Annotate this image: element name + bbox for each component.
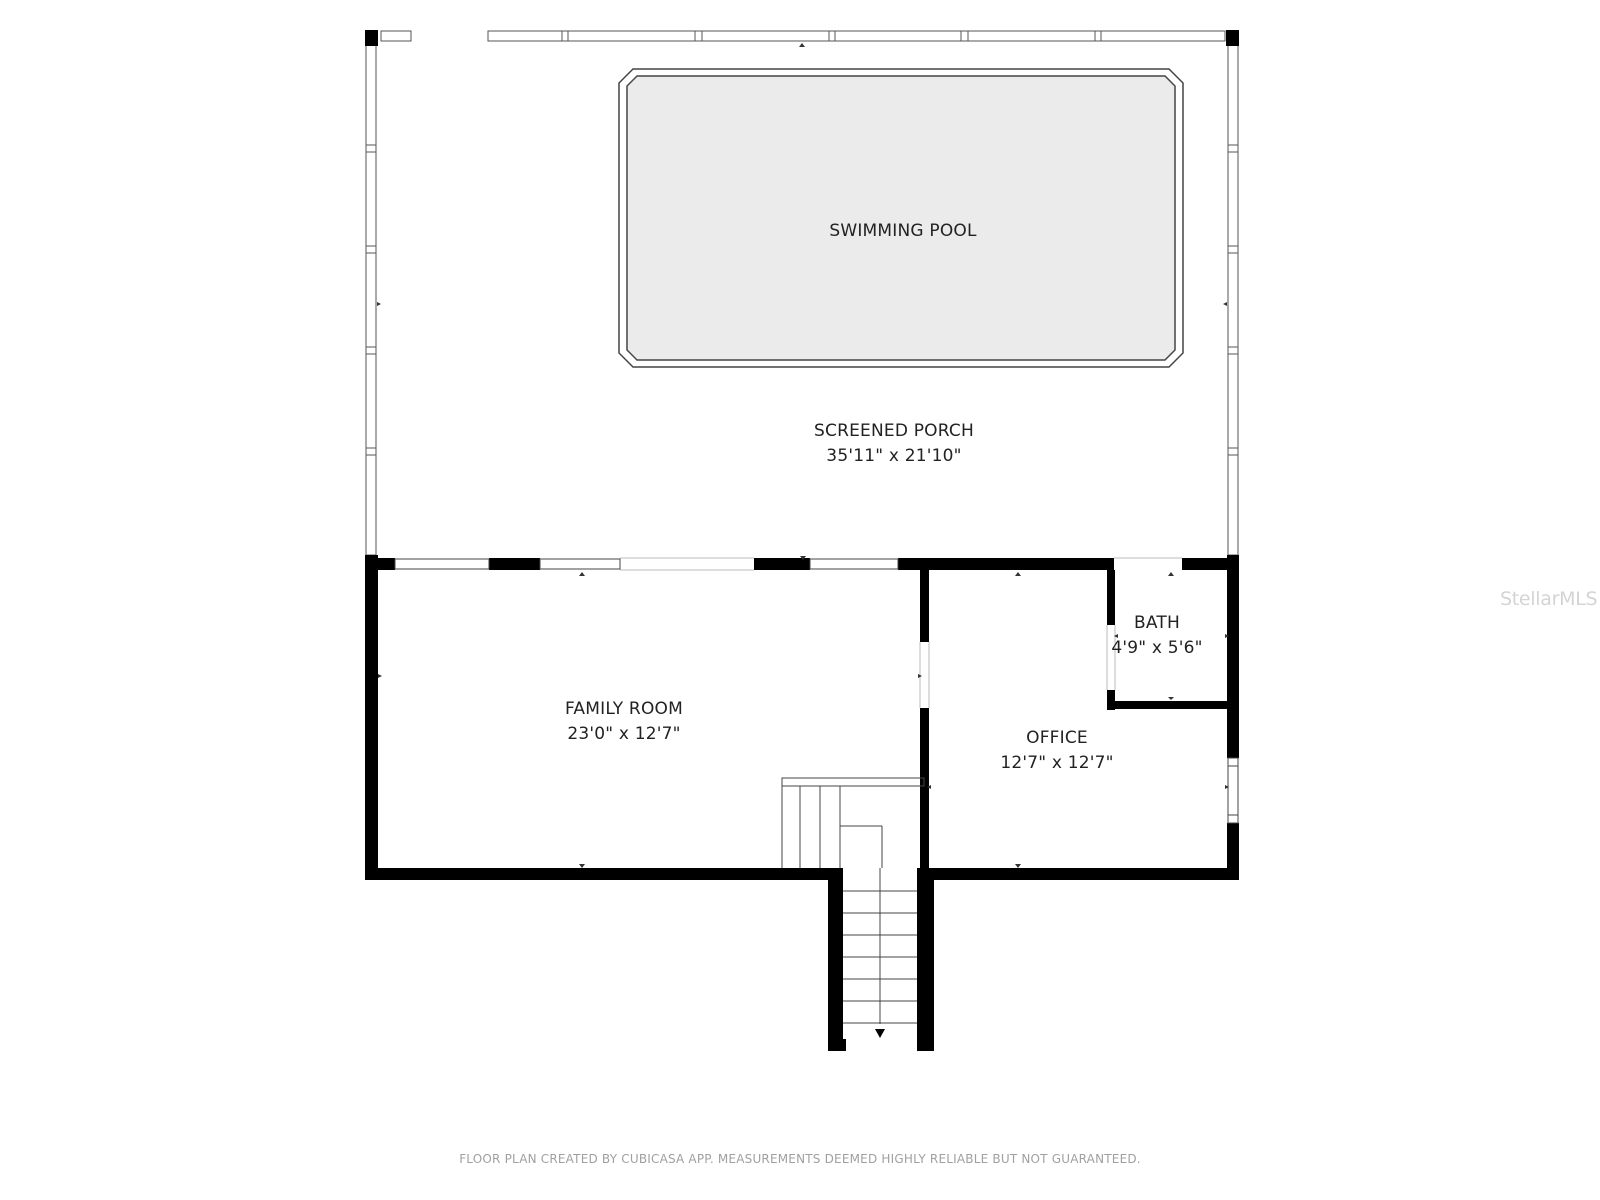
footer-disclaimer: FLOOR PLAN CREATED BY CUBICASA APP. MEASUREMENTS DEEMED HIGHLY RELIABLE BUT NOT GUARANTEED. [459, 1152, 1141, 1166]
pool-name: SWIMMING POOL [829, 221, 977, 241]
room-label-bath [1102, 611, 1212, 661]
room-label-family-room [514, 697, 734, 747]
staircase [782, 778, 924, 1024]
bath-dims: 4'9" x 5'6" [1111, 638, 1203, 658]
swimming-pool [619, 69, 1183, 367]
porch-dims: 35'11" x 21'10" [826, 446, 962, 466]
family-name: FAMILY ROOM [565, 699, 683, 719]
room-label-swimming-pool [793, 219, 1013, 244]
room-label-screened-porch [769, 419, 1019, 469]
stair-direction-arrow-icon [875, 1029, 885, 1038]
watermark: StellarMLS [1500, 588, 1598, 610]
porch-name: SCREENED PORCH [814, 421, 974, 441]
room-label-office [957, 726, 1157, 776]
openings [620, 558, 1182, 708]
family-dims: 23'0" x 12'7" [567, 724, 681, 744]
bath-name: BATH [1134, 613, 1180, 633]
office-name: OFFICE [1026, 728, 1088, 748]
office-dims: 12'7" x 12'7" [1000, 753, 1114, 773]
